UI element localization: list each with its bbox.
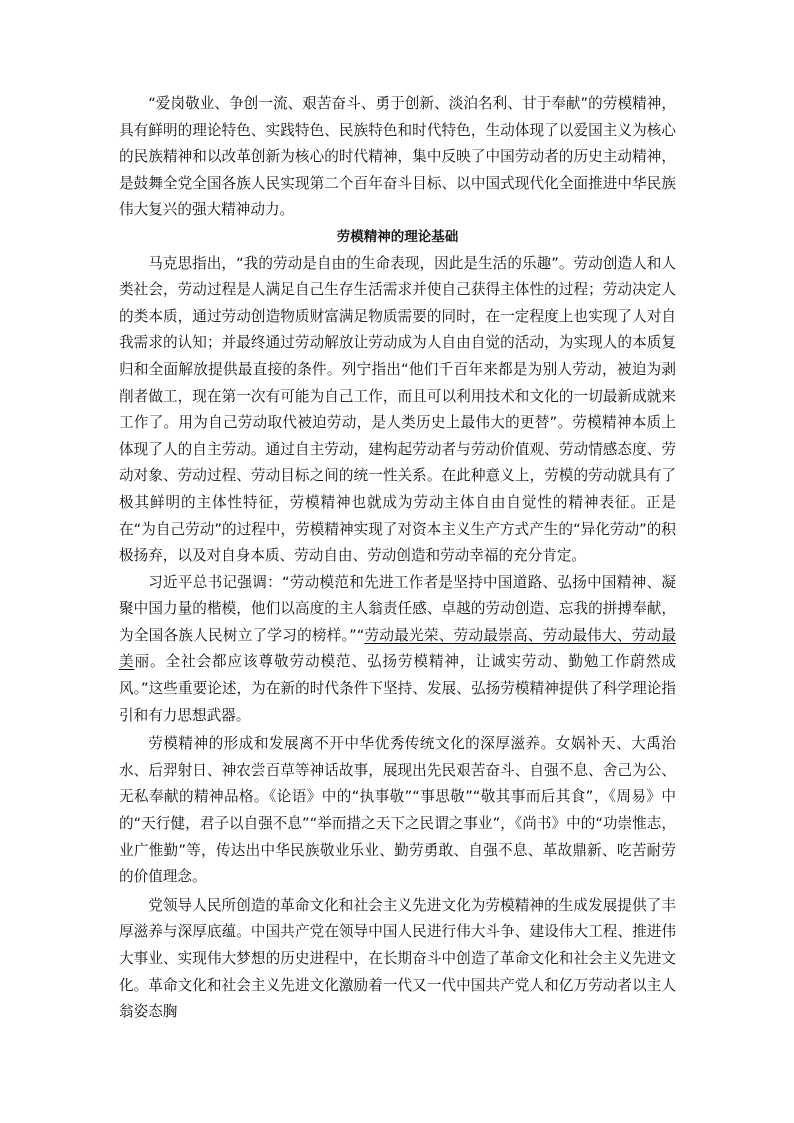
document-page [119,91,676,1026]
xi-quote-paragraph [119,570,676,730]
xi-quote-text-after: 丽。全社会都应该尊敬劳动模范、弘扬劳模精神，让诚实劳动、勤勉工作蔚然成风。”这些重要论述，为在新的时代条件下坚持、发展、弘扬劳模精神提供了科学理论指引和有力思想武器。 [119,653,676,724]
intro-paragraph: “爱岗敬业、争创一流、艰苦奋斗、勇于创新、淡泊名利、甘于奉献”的劳模精神，具有鲜明的理论特色、实践特色、民族特色和时代特色，生动体现了以爱国主义为核心的民族精神和以改革创新为核心的时代精神，集中反映了中国劳动者的历史主动精神，是鼓舞全党全国各族人民实现第二个百年奋斗目标、以中国式现代化全面推进中华民族伟大复兴的强大精神动力。 [119,95,676,219]
xi-quote-text-before: 习近平总书记强调：“劳动模范和先进工作者是坚持中国道路、弘扬中国精神、凝聚中国力量的楷模，他们以高度的主人翁责任感、卓越的劳动创造、忘我的拼搏奉献，为全国各族人民树立了学习的榜样。”“ [119,573,676,644]
party-culture-paragraph: 党领导人民所创造的革命文化和社会主义先进文化为劳模精神的生成发展提供了丰厚滋养与深厚底蕴。中国共产党在领导中国人民进行伟大斗争、建设伟大工程、推进伟大事业、实现伟大梦想的历史进程中，在长期奋斗中创造了革命文化和社会主义先进文化。革命文化和社会主义先进文化激励着一代又一代中国共产党人和亿万劳动者以主人翁姿态胸 [119,896,676,1021]
section-heading: 劳模精神的理论基础 [336,228,459,245]
marx-lenin-paragraph: 马克思指出，“我的劳动是自由的生命表现，因此是生活的乐趣”。劳动创造人和人类社会，劳动过程是人满足自己生存生活需求并使自己获得主体性的过程；劳动决定人的类本质，通过劳动创造物质财富满足物质需要的同时，在一定程度上也实现了人对自我需求的认知；并最终通过劳动解放让劳动成为人自由自觉的活动，为实现人的本质复归和全面解放提供最直接的条件。列宁指出“他们千百年来都是为别人劳动，被迫为剥削者做工，现在第一次有可能为自己工作，而且可以利用技术和文化的一切最新成就来工作了。用为自己劳动取代被迫劳动，是人类历史上最伟大的更替”。劳模精神本质上体现了人的自主劳动。通过自主劳动，建构起劳动者与劳动价值观、劳动情感态度、劳动对象、劳动过程、劳动目标之间的统一性关系。在此种意义上，劳模的劳动就具有了极其鲜明的主体性特征，劳模精神也就成为劳动主体自由自觉性的精神表征。正是在“为自己劳动”的过程中，劳模精神实现了对资本主义生产方式产生的“异化劳动”的积极扬弃，以及对自身本质、劳动自由、劳动创造和劳动幸福的充分肯定。 [119,254,676,565]
traditional-culture-paragraph: 劳模精神的形成和发展离不开中华优秀传统文化的深厚滋养。女娲补天、大禹治水、后羿射日、神农尝百草等神话故事，展现出先民艰苦奋斗、自强不息、舍己为公、无私奉献的精神品格。《论语》中的“执事敬”“事思敬”“敬其事而后其食”，《周易》中的“天行健，君子以自强不息”“举而措之天下之民谓之事业”，《尚书》中的“功崇惟志，业广惟勤”等，传达出中华民族敬业乐业、勤劳勇敢、自强不息、革故鼎新、吃苦耐劳的价值理念。 [119,735,676,886]
xi-quote-underlined-text: 劳动最光荣、劳动最崇高、劳动最伟大、劳动最美 [119,626,676,671]
